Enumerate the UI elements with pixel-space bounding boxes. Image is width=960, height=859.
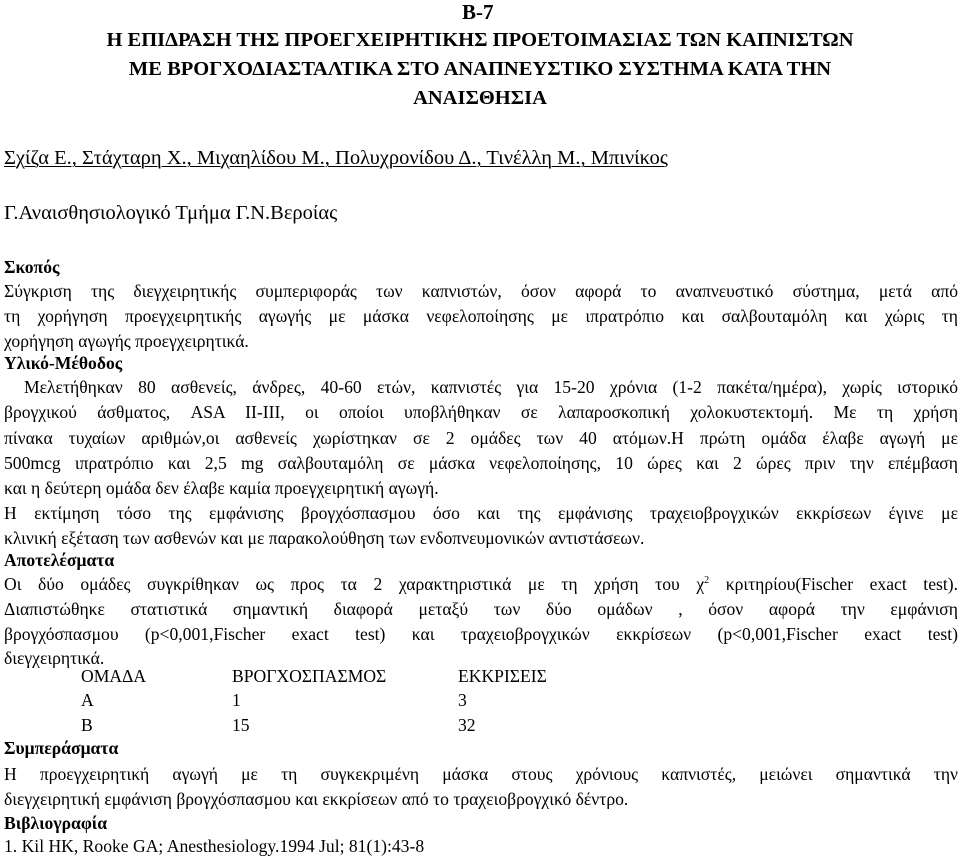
table-cell-secretions: 3 <box>458 690 467 710</box>
table-cell-bronchospasm: 15 <box>232 715 250 735</box>
aim-text-line: χορήγηση αγωγής προεγχειρητικά. <box>4 331 249 351</box>
title-line-1: Η ΕΠΙΔΡΑΣΗ ΤΗΣ ΠΡΟΕΓΧΕΙΡΗΤΙΚΗΣ ΠΡΟΕΤΟΙΜΑΣΙΑΣ ΤΩΝ ΚΑΠΝΙΣΤΩΝ <box>106 29 854 51</box>
methods-text-line: 500mcg ιπρατρόπιο και 2,5 mg σαλβουταμόλη σε μάσκα νεφελοποίησης, 10 ώρες και 2 ώρες πριν την επέμβαση <box>4 453 958 473</box>
results-text-line <box>4 576 958 594</box>
conclusions-text-line: διεγχειρητική εμφάνιση βρογχόσπασμου και εκκρίσεων από το τραχειοβρογχικό δέντρο. <box>4 789 629 809</box>
table-cell-secretions: 32 <box>458 715 476 735</box>
aim-heading: Σκοπός <box>4 257 60 277</box>
results-text-part: Οι δύο ομάδες συγκρίθηκαν ως προς τα 2 χαρακτηριστικά με τη χρήση του χ <box>4 574 705 594</box>
authors: Σχίζα Ε., Στάχταρη Χ., Μιχαηλίδου Μ., Πολυχρονίδου Δ., Τινέλλη Μ., Μπινίκος <box>4 147 668 169</box>
methods-heading: Υλικό-Μέθοδος <box>4 353 123 373</box>
results-text-line: Διαπιστώθηκε στατιστικά σημαντική διαφορά μεταξύ των δύο ομάδων , όσον αφορά την εμφάνιση <box>4 599 958 619</box>
table-header-bronchospasm: ΒΡΟΓΧΟΣΠΑΣΜΟΣ <box>232 666 387 686</box>
reference-item: 1. Kil HK, Rooke GA; Anesthesiology.1994 Jul; 81(1):43-8 <box>4 836 425 856</box>
table-cell-bronchospasm: 1 <box>232 690 241 710</box>
chi-square-superscript: 2 <box>704 575 710 587</box>
references-heading: Βιβλιογραφία <box>4 813 108 833</box>
conclusions-text-line: Η προεγχειρητική αγωγή με τη συγκεκριμένη μάσκα στους χρόνιους καπνιστές, μειώνει σημαντικά την <box>4 764 958 784</box>
methods-text-line: πίνακα τυχαίων αριθμών,οι ασθενείς χωρίστηκαν σε 2 ομάδες των 40 ατόμων.Η πρώτη ομάδα έλαβε αγωγή με <box>4 428 958 448</box>
methods-text-line: Η εκτίμηση τόσο της εμφάνισης βρογχόσπασμου όσο και της εμφάνισης τραχειοβρογχικών εκκρίσεων έγινε με <box>4 503 958 523</box>
title-line-3: ΑΝΑΙΣΘΗΣΙΑ <box>413 87 547 109</box>
methods-text-line: Μελετήθηκαν 80 ασθενείς, άνδρες, 40-60 ετών, καπνιστές για 15-20 χρόνια (1-2 πακέτα/ημέρα), χωρίς ιστορικό <box>24 377 958 397</box>
aim-text-line: Σύγκριση της διεγχειρητικής συμπεριφοράς των καπνιστών, όσον αφορά το αναπνευστικό σύστημα, μετά από <box>4 281 958 301</box>
aim-text-line: τη χορήγηση προεγχειρητικής αγωγής με μάσκα νεφελοποίησης με ιπρατρόπιο και σαλβουταμόλη και χώρις τη <box>4 306 958 326</box>
table-header-secretions: ΕΚΚΡΙΣΕΙΣ <box>458 666 547 686</box>
methods-text-line: κλινική εξέταση των ασθενών και με παρακολούθηση των ενδοπνευμονικών αντιστάσεων. <box>4 528 645 548</box>
table-cell-group: Β <box>81 715 93 735</box>
results-heading: Αποτελέσματα <box>4 550 115 570</box>
conclusions-heading: Συμπεράσματα <box>4 738 119 758</box>
table-header-group: ΟΜΑΔΑ <box>81 666 147 686</box>
affiliation: Γ.Αναισθησιολογικό Τμήμα Γ.Ν.Βεροίας <box>4 202 338 224</box>
results-text-line: βρογχόσπασμου (p<0,001,Fischer exact test) και τραχειοβρογχικών εκκρίσεων (p<0,001,Fischer exact test) <box>4 624 958 644</box>
methods-text-line: και η δεύτερη ομάδα δεν έλαβε καμία προεγχειρητική αγωγή. <box>4 478 439 498</box>
results-text-part: κριτηρίου(Fischer exact test). <box>709 574 958 594</box>
methods-text-line: βρογχικού άσθματος, ASA II-III, οι οποίοι υποβλήθηκαν σε λαπαροσκοπική χολοκυστεκτομή. Με τη χρήση <box>4 402 958 422</box>
title-line-2: ΜΕ ΒΡΟΓΧΟΔΙΑΣΤΑΛΤΙΚΑ ΣΤΟ ΑΝΑΠΝΕΥΣΤΙΚΟ ΣΥΣΤΗΜΑ ΚΑΤΑ ΤΗΝ <box>128 58 832 80</box>
abstract-code: Β-7 <box>462 0 494 24</box>
table-cell-group: Α <box>81 690 94 710</box>
results-text-line: διεγχειρητικά. <box>4 648 105 668</box>
